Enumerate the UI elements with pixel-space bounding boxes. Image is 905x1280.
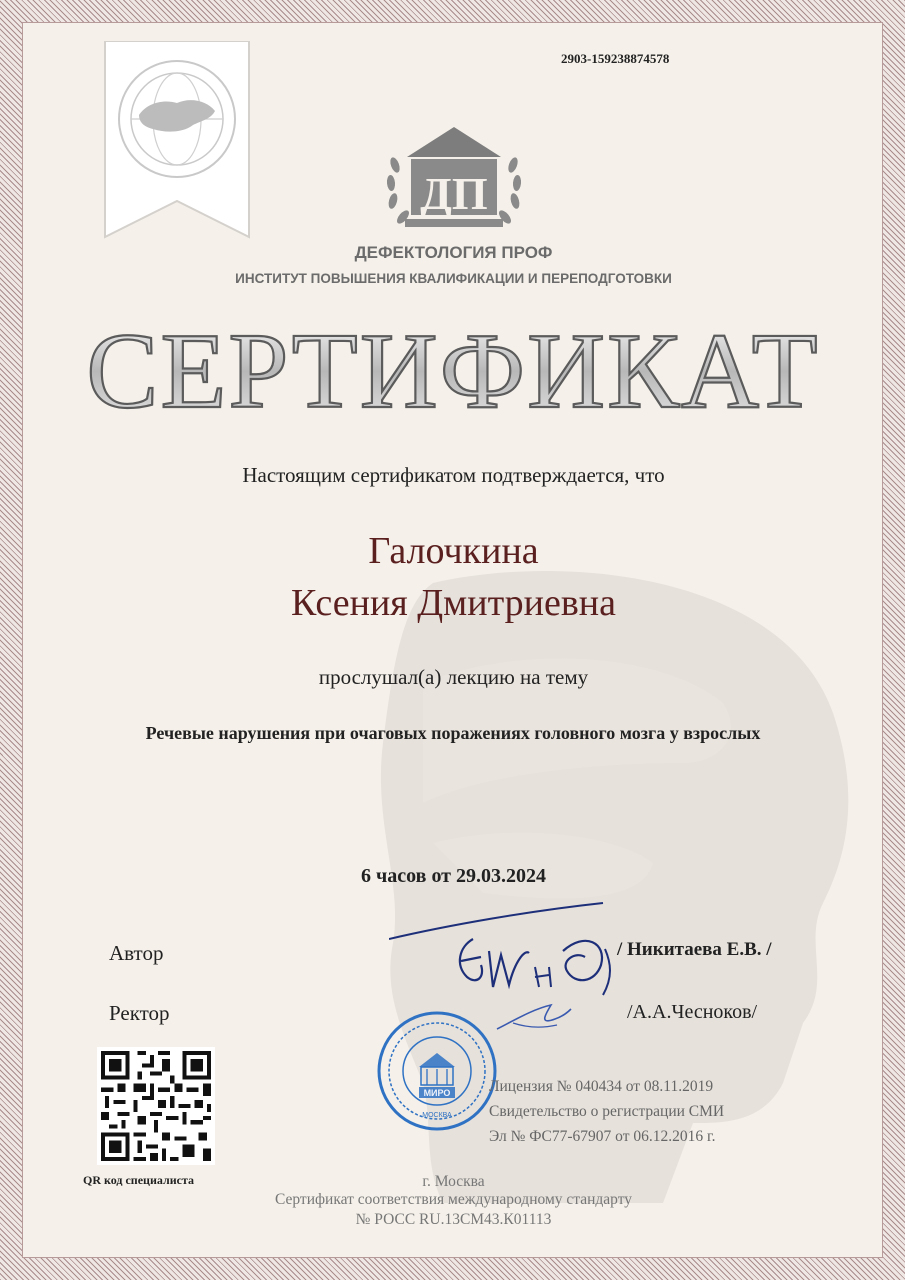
building-roof-icon — [407, 127, 501, 157]
license-line: Лицензия № 040434 от 08.11.2019 — [489, 1078, 714, 1095]
organization-name: ДЕФЕКТОЛОГИЯ ПРОФ — [354, 243, 553, 262]
lecture-statement: прослушал(а) лекцию на тему — [318, 665, 589, 689]
media-number-line: Эл № ФС77-67907 от 06.12.2016 г. — [489, 1128, 716, 1145]
laurel-right-icon — [497, 156, 522, 226]
confirmation-text: Настоящим сертификатом подтверждается, что — [242, 463, 665, 487]
author-name: / Никитаева Е.В. / — [617, 939, 772, 960]
rector-name: /А.А.Чесноков/ — [627, 1001, 758, 1023]
lecture-hours-date: 6 часов от 29.03.2024 — [360, 865, 547, 887]
footer-standard-number: № РОСС RU.13СМ43.К01113 — [355, 1211, 552, 1228]
laurel-left-icon — [386, 156, 411, 226]
lecture-topic: Речевые нарушения при очаговых поражениях головного мозга у взрослых — [145, 723, 761, 743]
svg-text:МИРО: МИРО — [423, 1088, 451, 1098]
author-label: Автор — [109, 941, 164, 965]
registry-ribbon-badge — [103, 41, 251, 239]
institute-logo — [381, 125, 527, 237]
recipient-given-names: Ксения Дмитриевна — [291, 582, 616, 624]
specialist-qr-code — [97, 1047, 215, 1165]
certificate-serial: 2903-159238874578 — [561, 51, 670, 66]
qr-caption: QR код специалиста — [83, 1173, 194, 1187]
organization-subtitle: ИНСТИТУТ ПОВЫШЕНИЯ КВАЛИФИКАЦИИ И ПЕРЕПОДГОТОВКИ — [235, 271, 672, 286]
certificate-title — [43, 315, 863, 425]
media-registration-line: Свидетельство о регистрации СМИ — [489, 1103, 725, 1120]
rector-label: Ректор — [109, 1001, 170, 1025]
footer-standard: Сертификат соответствия международному стандарту — [274, 1191, 633, 1208]
recipient-surname: Галочкина — [368, 530, 539, 572]
author-signature — [389, 891, 629, 1001]
certificate-sheet — [22, 22, 883, 1258]
institute-stamp — [375, 1009, 499, 1133]
svg-text:СЕРТИФИКАТ: СЕРТИФИКАТ — [86, 315, 820, 425]
svg-text:ДП: ДП — [420, 168, 488, 219]
rector-signature — [493, 999, 573, 1037]
svg-text:МОСКВА: МОСКВА — [422, 1112, 452, 1119]
footer-city: г. Москва — [422, 1173, 485, 1190]
